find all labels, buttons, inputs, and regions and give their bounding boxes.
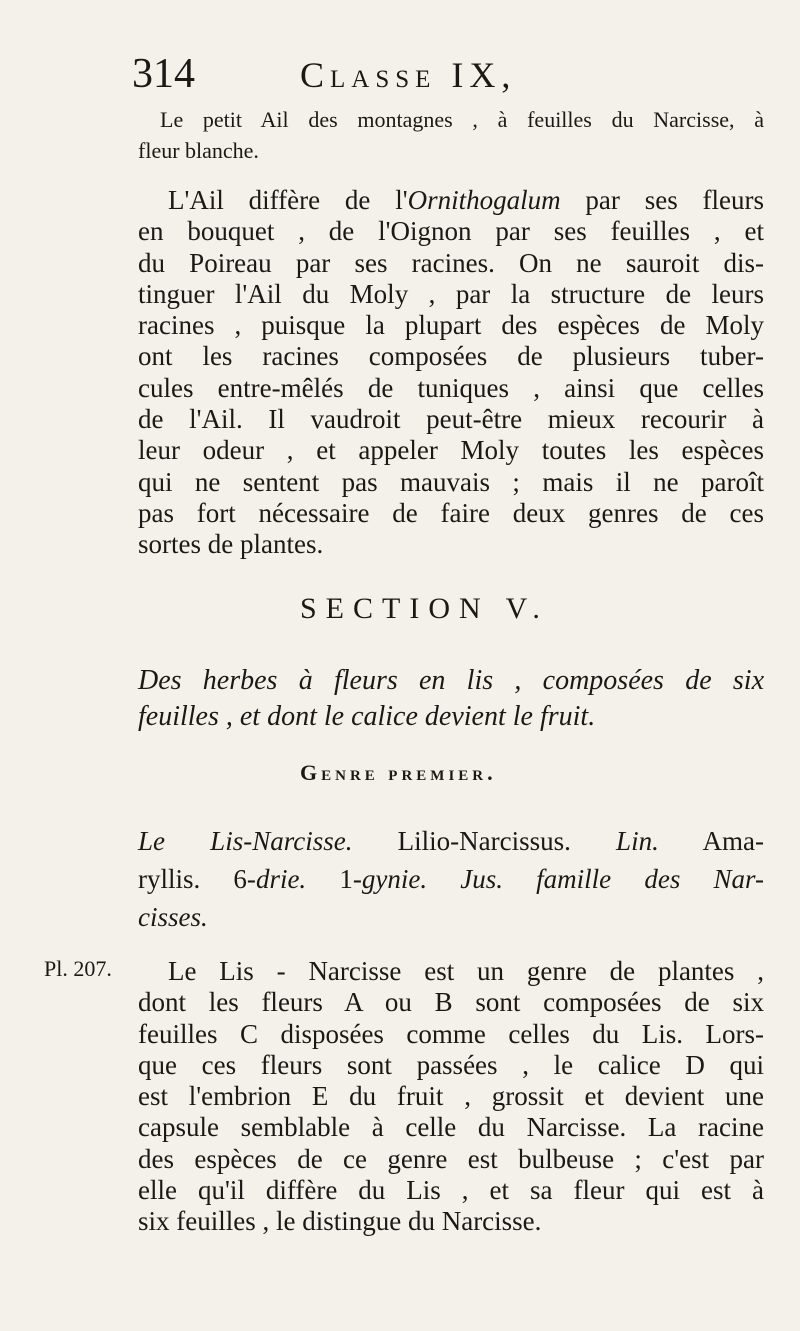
class-title: Classe IX,	[300, 55, 517, 95]
text-line: feuilles C disposées comme celles du Lis. Lors-	[138, 1018, 764, 1049]
text-line: tinguer l'Ail du Moly , par la structure de leurs	[138, 278, 764, 309]
text-line: pas fort nécessaire de faire deux genres de ces	[138, 497, 764, 528]
section-subtitle	[138, 663, 764, 735]
text-line: des espèces de ce genre est bulbeuse ; c'est par	[138, 1143, 764, 1174]
text-line: leur odeur , et appeler Moly toutes les espèces	[138, 435, 764, 466]
plate-reference: Pl. 207.	[44, 956, 112, 981]
text-line: de l'Ail. Il vaudroit peut-être mieux recourir à	[138, 404, 764, 435]
text-line: cisses.	[138, 902, 208, 932]
genus-heading: Genre premier.	[300, 760, 497, 785]
text-line: que ces fleurs sont passées , le calice D qui	[138, 1049, 764, 1080]
text-line: Le petit Ail des montagnes , à feuilles du Narcisse, à	[160, 107, 764, 132]
paragraph-ail	[138, 185, 764, 561]
text-line: capsule semblable à celle du Narcisse. La racine	[138, 1112, 764, 1143]
text-line: en bouquet , de l'Oignon par ses feuilles , et	[138, 216, 764, 247]
text-line: sortes de plantes.	[138, 529, 324, 560]
text-line: feuilles , et dont le calice devient le fruit.	[138, 701, 596, 732]
text-line: dont les fleurs A ou B sont composées de six	[138, 987, 764, 1018]
text-line: Le Lis - Narcisse est un genre de plantes ,	[168, 956, 764, 986]
paragraph-lis-narcisse	[138, 956, 764, 1238]
text-line: fleur blanche.	[138, 138, 259, 163]
text-line: Le Lis-Narcisse. Lilio-Narcissus. Lin. Ama-	[138, 826, 764, 856]
text-line: L'Ail diffère de l'Ornithogalum par ses fleurs	[168, 185, 764, 215]
text-line: elle qu'il diffère du Lis , et sa fleur qui est à	[138, 1175, 764, 1206]
text-line: six feuilles , le distingue du Narcisse.	[138, 1206, 542, 1237]
text-line: Des herbes à fleurs en lis , composées de six	[138, 665, 764, 696]
genus-entry	[138, 822, 764, 936]
text-line: est l'embrion E du fruit , grossit et devient une	[138, 1081, 764, 1112]
running-head	[132, 50, 612, 100]
section-heading: SECTION V.	[300, 592, 549, 625]
genus-name: Le Lis-Narcisse.	[138, 826, 353, 856]
text-line: racines , puisque la plupart des espèces de Moly	[138, 310, 764, 341]
text-line: ont les racines composées de plusieurs tuber-	[138, 341, 764, 372]
italic-term: Ornithogalum	[407, 185, 561, 215]
text-line: cules entre-mêlés de tuniques , ainsi que celles	[138, 372, 764, 403]
text-line: du Poireau par ses racines. On ne sauroit dis-	[138, 247, 764, 278]
text-line: ryllis. 6-drie. 1-gynie. Jus. famille des Nar-	[138, 864, 764, 894]
continuation-text	[138, 104, 764, 166]
text-line: qui ne sentent pas mauvais ; mais il ne paroît	[138, 466, 764, 497]
page-number: 314	[132, 51, 195, 97]
